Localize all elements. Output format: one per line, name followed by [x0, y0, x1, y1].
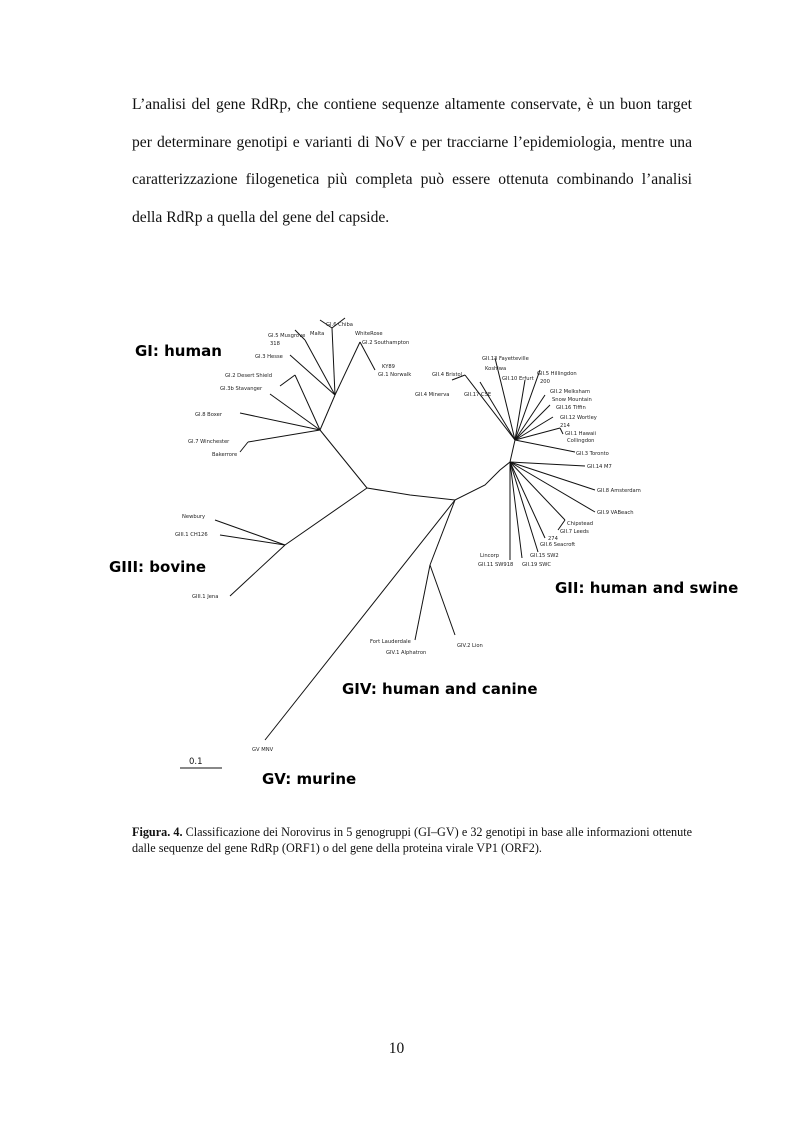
tip-label: Lincorp — [480, 553, 500, 559]
tip-label: Newbury — [182, 514, 206, 520]
tip-label: GII.11 SW918 — [478, 562, 514, 568]
tip-label: GII.8 Amsterdam — [597, 488, 641, 494]
tip-label: GI.3b Stavanger — [220, 386, 263, 392]
tip-label: GIV.2 Lion — [457, 643, 483, 649]
group-label-gii: GII: human and swine — [555, 579, 739, 597]
backbone-branch — [367, 462, 510, 500]
giii-stem — [285, 488, 367, 545]
tip-label: GII.13 Fayetteville — [482, 356, 529, 362]
tip-label: 214 — [560, 423, 570, 429]
tip-label: GIII.1 CH126 — [175, 532, 208, 538]
tip-label: KY89 — [382, 364, 395, 370]
group-label-gv: GV: murine — [262, 770, 357, 788]
body-paragraph: L’analisi del gene RdRp, che contiene sequenze altamente conservate, è un buon target per determinare genotipi e varianti di NoV e per tracciarne l’epidemiologia, mentre una caratterizzazione filogenetica più completa può essere ottenuta combinando l’analisi della RdRp a quella del gene del capside. — [132, 96, 692, 226]
tip-label: GI.2 Southampton — [362, 340, 410, 346]
tip-label: GII.7 Leeds — [560, 529, 589, 535]
tip-label: GII.4 Minerva — [415, 392, 450, 398]
tip-label: Chipstead — [567, 521, 594, 527]
figure-caption — [132, 824, 692, 856]
tip-label: WhiteRose — [355, 331, 383, 337]
tip-label: 274 — [548, 536, 558, 542]
tip-label: Koshiwa — [485, 366, 507, 372]
tip-label: GII.4 Bristol — [432, 372, 463, 378]
tip-label: GII.14 M7 — [587, 464, 612, 470]
tree-svg — [120, 300, 740, 800]
tip-label: GIII.1 Jena — [192, 594, 219, 600]
giv-stem — [430, 500, 455, 565]
tip-label: GI.5 Musgrove — [268, 333, 306, 339]
tip-label: GI.6 Chiba — [326, 322, 353, 328]
tip-label: 200 — [540, 379, 550, 385]
caption-lead: Figura. 4. — [132, 825, 183, 839]
tip-label: Bakerrore — [212, 452, 238, 458]
tip-label: GII.16 Tiffin — [556, 405, 586, 411]
tip-label: GI.8 Boxer — [195, 412, 222, 418]
tip-label: GII.2 Melksham — [550, 389, 591, 395]
tip-label: GV MNV — [252, 747, 274, 753]
tip-label: Snow Mountain — [552, 397, 592, 403]
tip-label: GIV.1 Alphatron — [386, 650, 427, 656]
tip-label: GII.17 CSE — [464, 392, 492, 398]
tip-label: GI.3 Hesse — [255, 354, 283, 360]
tip-label: GII.19 SWC — [522, 562, 552, 568]
tip-label: GII.3 Toronto — [576, 451, 609, 457]
tip-label: GII.10 Erfurt — [502, 376, 534, 382]
group-label-giii: GIII: bovine — [109, 558, 207, 576]
tip-label: Fort Lauderdale — [370, 639, 411, 645]
caption-text: Classificazione dei Norovirus in 5 genogruppi (GI–GV) e 32 genotipi in base alle informazioni ottenute dalle sequenze del gene RdRp (ORF1) o del gene della proteina virale VP1 (ORF2). — [132, 825, 692, 855]
gii-stem — [510, 440, 515, 462]
gv-branch — [265, 500, 455, 740]
page-number: 10 — [388, 1040, 405, 1057]
group-label-giv: GIV: human and canine — [342, 680, 538, 698]
tip-label: GII.6 Seacroft — [540, 542, 576, 548]
tip-label: Collingdon — [567, 438, 595, 444]
tip-label: GII.5 Hillingdon — [537, 371, 577, 377]
tip-label: GII.12 Wortley — [560, 415, 597, 421]
tip-label: Malta — [310, 331, 325, 337]
phylogenetic-tree-figure — [109, 300, 740, 800]
gi-stem — [320, 430, 367, 488]
tip-label: GII.1 Hawaii — [565, 431, 597, 437]
tip-label: GI.2 Desert Shield — [225, 373, 272, 379]
group-label-gi: GI: human — [135, 342, 222, 360]
scale-bar-label: 0.1 — [189, 757, 203, 767]
tip-label: GII.15 SW2 — [530, 553, 559, 559]
tip-label: GI.1 Norwalk — [378, 372, 412, 378]
tip-label: 318 — [270, 341, 280, 347]
tip-label: GII.9 VABeach — [597, 510, 634, 516]
tip-label: GI.7 Winchester — [188, 439, 230, 445]
